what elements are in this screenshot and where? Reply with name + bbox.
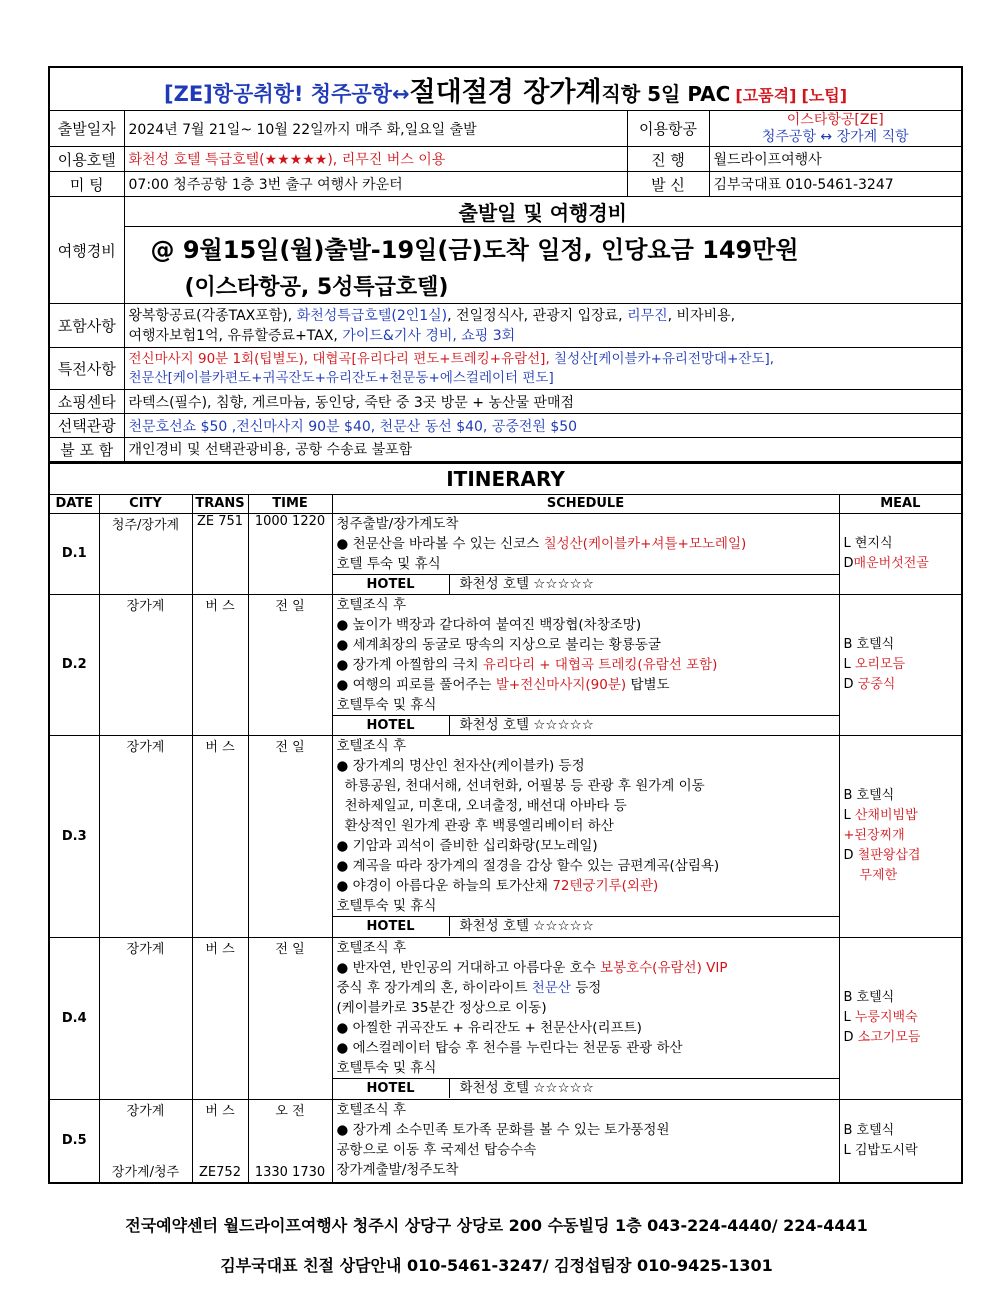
schedule-line: 청주출발/장가계도착 — [336, 515, 459, 532]
schedule-line: 호텔 투숙 및 휴식 — [336, 555, 441, 572]
day-date: D.5 — [49, 1099, 99, 1183]
itinerary-title: ITINERARY — [49, 463, 962, 494]
meeting-value: 07:00 청주공항 1층 3번 출구 여행사 카운터 — [124, 172, 627, 197]
shopping-label: 쇼핑센타 — [49, 390, 124, 414]
col-trans: TRANS — [192, 494, 248, 513]
sender-label: 발 신 — [627, 172, 709, 197]
day-date: D.2 — [49, 594, 99, 735]
day-city: 장가계 — [99, 594, 192, 735]
day-time: 전 일 — [248, 937, 332, 1099]
progress-value: 월드라이프여행사 — [709, 147, 962, 172]
tour-sheet — [48, 66, 961, 1184]
title-part3: 직항 5일 PAC — [601, 81, 731, 106]
include-b: 화천성특급호텔(2인1실) — [296, 307, 448, 324]
day-meal: B 호텔식 L 오리모듬 D 궁중식 — [839, 594, 962, 735]
special-a: 전신마사지 90분 1회(팁별도), 대협곡[유리다리 편도+트레킹+유람선], — [128, 350, 555, 367]
day-date: D.3 — [49, 735, 99, 937]
hotel-label: HOTEL — [333, 575, 450, 594]
day-date: D.1 — [49, 513, 99, 594]
include-g: 가이드&기사 경비, 쇼핑 3회 — [342, 327, 516, 344]
day-trans: ZE 751 — [192, 513, 248, 594]
meeting-label: 미 팅 — [49, 172, 124, 197]
info-table — [48, 66, 963, 463]
hotel-label: 이용호텔 — [49, 147, 124, 172]
fee-label: 여행경비 — [49, 197, 124, 304]
include-f: 여행자보험1억, 유류할증료+TAX, — [128, 327, 343, 344]
depart-label: 출발일자 — [49, 111, 124, 147]
optional-label: 선택관광 — [49, 414, 124, 438]
exclude-value: 개인경비 및 선택관광비용, 공항 수송료 불포함 — [124, 438, 962, 462]
include-e: , 비자비용, — [667, 307, 736, 324]
title-tag2: [노팁] — [801, 85, 848, 105]
day-row-3 — [49, 735, 962, 937]
title-part1: [ZE]항공취항! 청주공항↔ — [164, 81, 410, 106]
footer-contact: 김부국대표 친절 상담안내 010-5461-3247/ 김정섭팀장 010-9425-1301 — [220, 1256, 773, 1275]
itinerary-table — [48, 463, 963, 1185]
hotel-value: 화천성 호텔 특급호텔(★★★★★), 리무진 버스 이용 — [124, 147, 627, 172]
sender-value: 김부국대표 010-5461-3247 — [709, 172, 962, 197]
day-trans: 버 스 — [192, 594, 248, 735]
special-b: 칠성산[케이블카+유리전망대+잔도], — [554, 350, 775, 367]
hotel-row: HOTEL 화천성 호텔 ☆☆☆☆☆ — [333, 715, 839, 735]
col-time: TIME — [248, 494, 332, 513]
day-meal: L 현지식 D매운버섯전골 — [839, 513, 962, 594]
page-title — [49, 67, 962, 111]
fee-line1: @ 9월15일(월)출발-19일(금)도착 일정, 인당요금 149만원 — [124, 227, 962, 268]
include-label: 포함사항 — [49, 304, 124, 348]
day-row-4 — [49, 937, 962, 1099]
hotel-row — [333, 574, 839, 594]
title-tag1: [고품격] — [735, 85, 797, 105]
depart-value: 2024년 7월 21일~ 10월 22일까지 매주 화,일요일 출발 — [124, 111, 627, 147]
airline-label: 이용항공 — [627, 111, 709, 147]
fee-line2: (이스타항공, 5성특급호텔) — [124, 267, 962, 304]
day-row-5 — [49, 1099, 962, 1183]
day-trans: 버 스 — [192, 937, 248, 1099]
hotel-value: 화천성 호텔 ☆☆☆☆☆ — [459, 575, 594, 592]
shopping-value: 라텍스(필수), 침향, 게르마늄, 동인당, 죽탄 중 3곳 방문 + 농산물 판매점 — [124, 390, 962, 414]
include-a: 왕복항공료(각종TAX포함), — [128, 307, 297, 324]
day-meal: B 호텔식 L 누룽지백숙 D 소고기모듬 — [839, 937, 962, 1099]
hotel-row: HOTEL 화천성 호텔 ☆☆☆☆☆ — [333, 1078, 839, 1098]
day-time: 전 일 — [248, 594, 332, 735]
airline-route: 청주공항 ↔ 장가계 직항 — [761, 128, 909, 145]
day-date: D.4 — [49, 937, 99, 1099]
day-schedule: 호텔조식 후 ● 장가계의 명산인 천자산(케이블카) 등정 하룡공원, 천대서해, 선녀헌화, 어필봉 등 관광 후 원가계 이동 천하제일교, 미혼대, 오녀출정, 배선대 아바타 등 환상적인 원가계 관광 후 백룡엘리베이터 하산 ● 기암과 괴석이 즐비한 십리화랑(모노레일) ● 계곡을 따라 장가계의 절경을 감상 할수 있는 금편계곡(삼림욕) ● 야경이 아름다운 하늘의 토가산채 72텐궁기루(외관) 호텔투숙 및 휴식 HOTEL 화천성 호텔 ☆☆☆☆☆ — [332, 735, 839, 937]
day-time: 1000 1220 — [248, 513, 332, 594]
exclude-label: 불 포 함 — [49, 438, 124, 462]
schedule-line: ● 천문산을 바라볼 수 있는 신코스 칠성산(케이블카+셔틀+모노레일) — [336, 535, 747, 552]
day-city: 청주/장가계 — [99, 513, 192, 594]
col-city: CITY — [99, 494, 192, 513]
footer-address: 전국예약센터 월드라이프여행사 청주시 상당구 상당로 200 수동빌딩 1층 043-224-4440/ 224-4441 — [125, 1216, 868, 1235]
day-trans: 버 스 — [192, 735, 248, 937]
progress-label: 진 행 — [627, 147, 709, 172]
include-value — [124, 304, 962, 348]
special-value — [124, 348, 962, 390]
special-c: 천문산[케이블카편도+귀곡잔도+유리잔도+천문동+에스컬레이터 편도] — [128, 369, 554, 386]
include-d: 리무진 — [627, 307, 668, 324]
airline-value — [709, 111, 962, 147]
title-part2: 절대절경 장가계 — [409, 76, 602, 108]
fee-header: 출발일 및 여행경비 — [124, 197, 962, 227]
day-meal: B 호텔식 L 산채비빔밥 +된장찌개 D 철판왕삽겹 무제한 — [839, 735, 962, 937]
day-time: 전 일 — [248, 735, 332, 937]
day-time: 오 전 1330 1730 — [248, 1099, 332, 1183]
day-schedule — [332, 513, 839, 594]
special-label: 특전사항 — [49, 348, 124, 390]
col-meal: MEAL — [839, 494, 962, 513]
col-date: DATE — [49, 494, 99, 513]
airline-name: 이스타항공[ZE] — [786, 111, 884, 128]
day-meal: B 호텔식 L 김밥도시락 — [839, 1099, 962, 1183]
day-city: 장가계 — [99, 735, 192, 937]
hotel-row: HOTEL 화천성 호텔 ☆☆☆☆☆ — [333, 916, 839, 936]
day-schedule: 호텔조식 후 ● 높이가 백장과 같다하여 붙여진 백장협(차창조망) ● 세계최장의 동굴로 땅속의 지상으로 불리는 황룡동굴 ● 장가계 아찔함의 극치 유리다리 + 대협곡 트레킹(유람선 포함) ● 여행의 피로를 풀어주는 발+전신마사지(90분) 탑별도 호텔투숙 및 휴식 HOTEL 화천성 호텔 ☆☆☆☆☆ — [332, 594, 839, 735]
day-schedule: 호텔조식 후 ● 장가계 소수민족 토가족 문화를 볼 수 있는 토가풍정원 공항으로 이동 후 국제선 탑승수속 장가계출발/청주도착 — [332, 1099, 839, 1183]
optional-value: 천문호선쇼 $50 ,전신마사지 90분 $40, 천문산 동선 $40, 공중전원 $50 — [124, 414, 962, 438]
col-schedule: SCHEDULE — [332, 494, 839, 513]
day-trans: 버 스 ZE752 — [192, 1099, 248, 1183]
day-city: 장가계 장가계/청주 — [99, 1099, 192, 1183]
day-city: 장가계 — [99, 937, 192, 1099]
day-row-2 — [49, 594, 962, 735]
include-c: , 전일정식사, 관광지 입장료, — [447, 307, 628, 324]
day-row-1 — [49, 513, 962, 594]
day-schedule: 호텔조식 후 ● 반자연, 반인공의 거대하고 아름다운 호수 보봉호수(유람선) VIP 중식 후 장가계의 혼, 하이라이트 천문산 등정 (케이블카로 35분간 정상으로 이동) ● 아찔한 귀곡잔도 + 유리잔도 + 천문산사(리프트) ● 에스컬레이터 탑승 후 천수를 누린다는 천문동 관광 하산 호텔투숙 및 휴식 HOTEL 화천성 호텔 ☆☆☆☆☆ — [332, 937, 839, 1099]
